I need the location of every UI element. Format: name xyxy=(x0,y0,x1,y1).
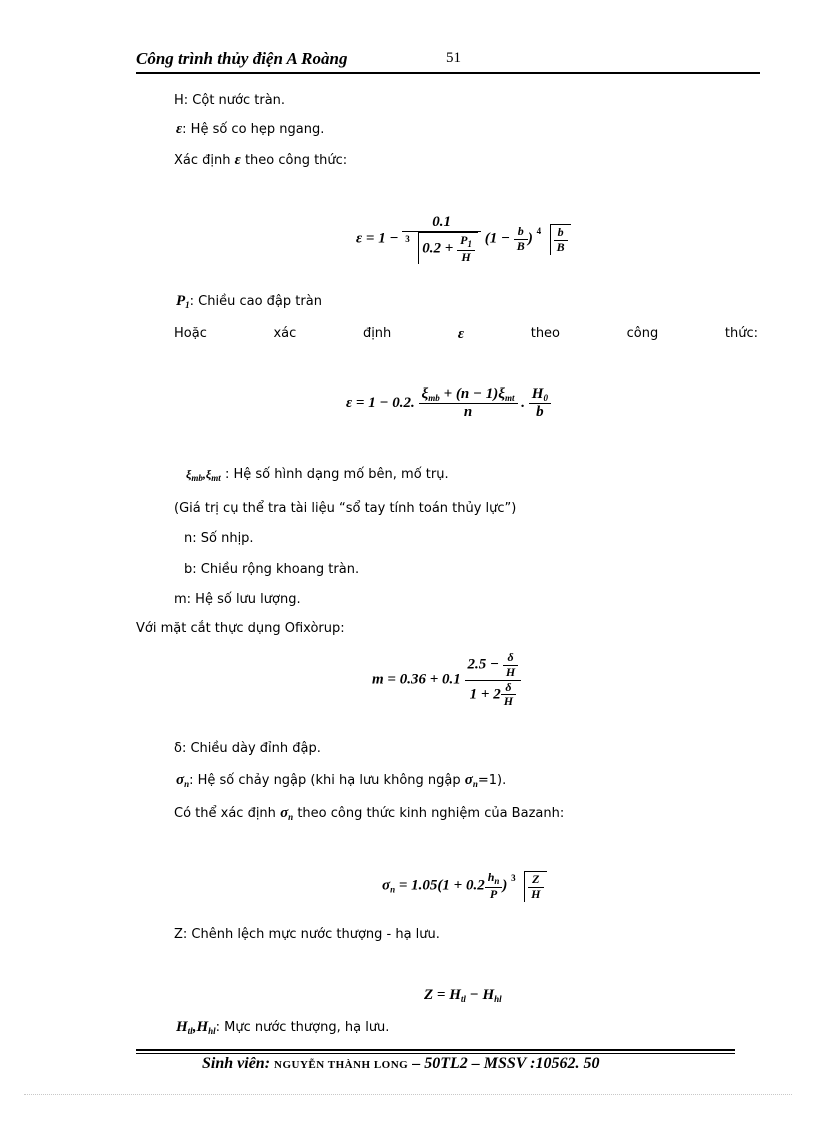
epsilon-formula-intro: Xác định ε theo công thức: xyxy=(174,152,348,168)
ofixorup-intro: Với mặt cắt thực dụng Ofixòrup: xyxy=(136,621,345,636)
b-definition: b: Chiều rộng khoang tràn. xyxy=(184,562,360,577)
bazanh-intro: Có thể xác định $\sigma_n$ theo công thức kinh nghiệm của Bazanh: xyxy=(174,805,565,822)
footer-rule-top xyxy=(136,1049,735,1051)
formula-z: $Z = H_{tl} - H_{hl}$ xyxy=(424,987,502,1004)
delta-definition: δ: Chiều dày đỉnh đập. xyxy=(174,741,321,756)
p1-definition: $P_1$: Chiều cao đập tràn xyxy=(176,293,322,310)
student-name: NGUYỄN THÀNH LONG xyxy=(274,1059,409,1071)
n-definition: n: Số nhịp. xyxy=(184,531,254,546)
epsilon-symbol: ε xyxy=(176,121,183,137)
water-level-definition: $H_{tl},H_{hl}$: Mực nước thượng, hạ lưu. xyxy=(176,1019,390,1036)
formula-m: m = 0.36 + 0.1 2.5 − $\frac{\delta}{H}$ 1 + 2 $\frac{\delta}{H}$ xyxy=(372,651,521,709)
h-definition: H: Cột nước tràn. xyxy=(174,93,286,108)
header-rule xyxy=(136,72,760,74)
formula-epsilon-1: ε = 1 − 0.1 3 0.2 + $\frac{P_1}{H}$ (1 − $\frac{b}{B}$ ) 4 $\frac{b}{B}$ xyxy=(356,214,571,264)
formula-epsilon-2: ε = 1 − 0.2. $\frac{\xi_{mb} + (n - 1)\xi_{mt}}{n}$ . $\frac{H_0}{b}$ xyxy=(346,386,551,422)
page-edge-dots xyxy=(24,1094,792,1095)
alternative-formula-intro: Hoặc xác định ε theo công thức: xyxy=(174,326,758,342)
m-definition: m: Hệ số lưu lượng. xyxy=(174,592,301,607)
header-title: Công trình thủy điện A Roàng xyxy=(136,49,348,68)
footer-rule-bottom xyxy=(136,1053,735,1054)
formula-sigma-bazanh: $\sigma_n = 1.05(1 + 0.2$ $\frac{h_n}{P}$ ) 3 $\frac{Z}{H}$ xyxy=(382,871,547,902)
z-definition: Z: Chênh lệch mực nước thượng - hạ lưu. xyxy=(174,927,440,942)
xi-definition: $\xi_{mb},\xi_{mt}$ : Hệ số hình dạng mố bên, mố trụ. xyxy=(186,467,449,483)
epsilon-definition: ε: Hệ số co hẹp ngang. xyxy=(176,121,325,137)
page-number: 51 xyxy=(446,50,461,66)
footer-student-line: Sinh viên: NGUYỄN THÀNH LONG – 50TL2 – MSSV :10562. 50 xyxy=(202,1055,600,1072)
sigma-definition: $\sigma_n$: Hệ số chảy ngập (khi hạ lưu không ngập $\sigma_n=1$). xyxy=(176,772,507,789)
reference-note: (Giá trị cụ thể tra tài liệu “sổ tay tính toán thủy lực”) xyxy=(174,501,517,516)
